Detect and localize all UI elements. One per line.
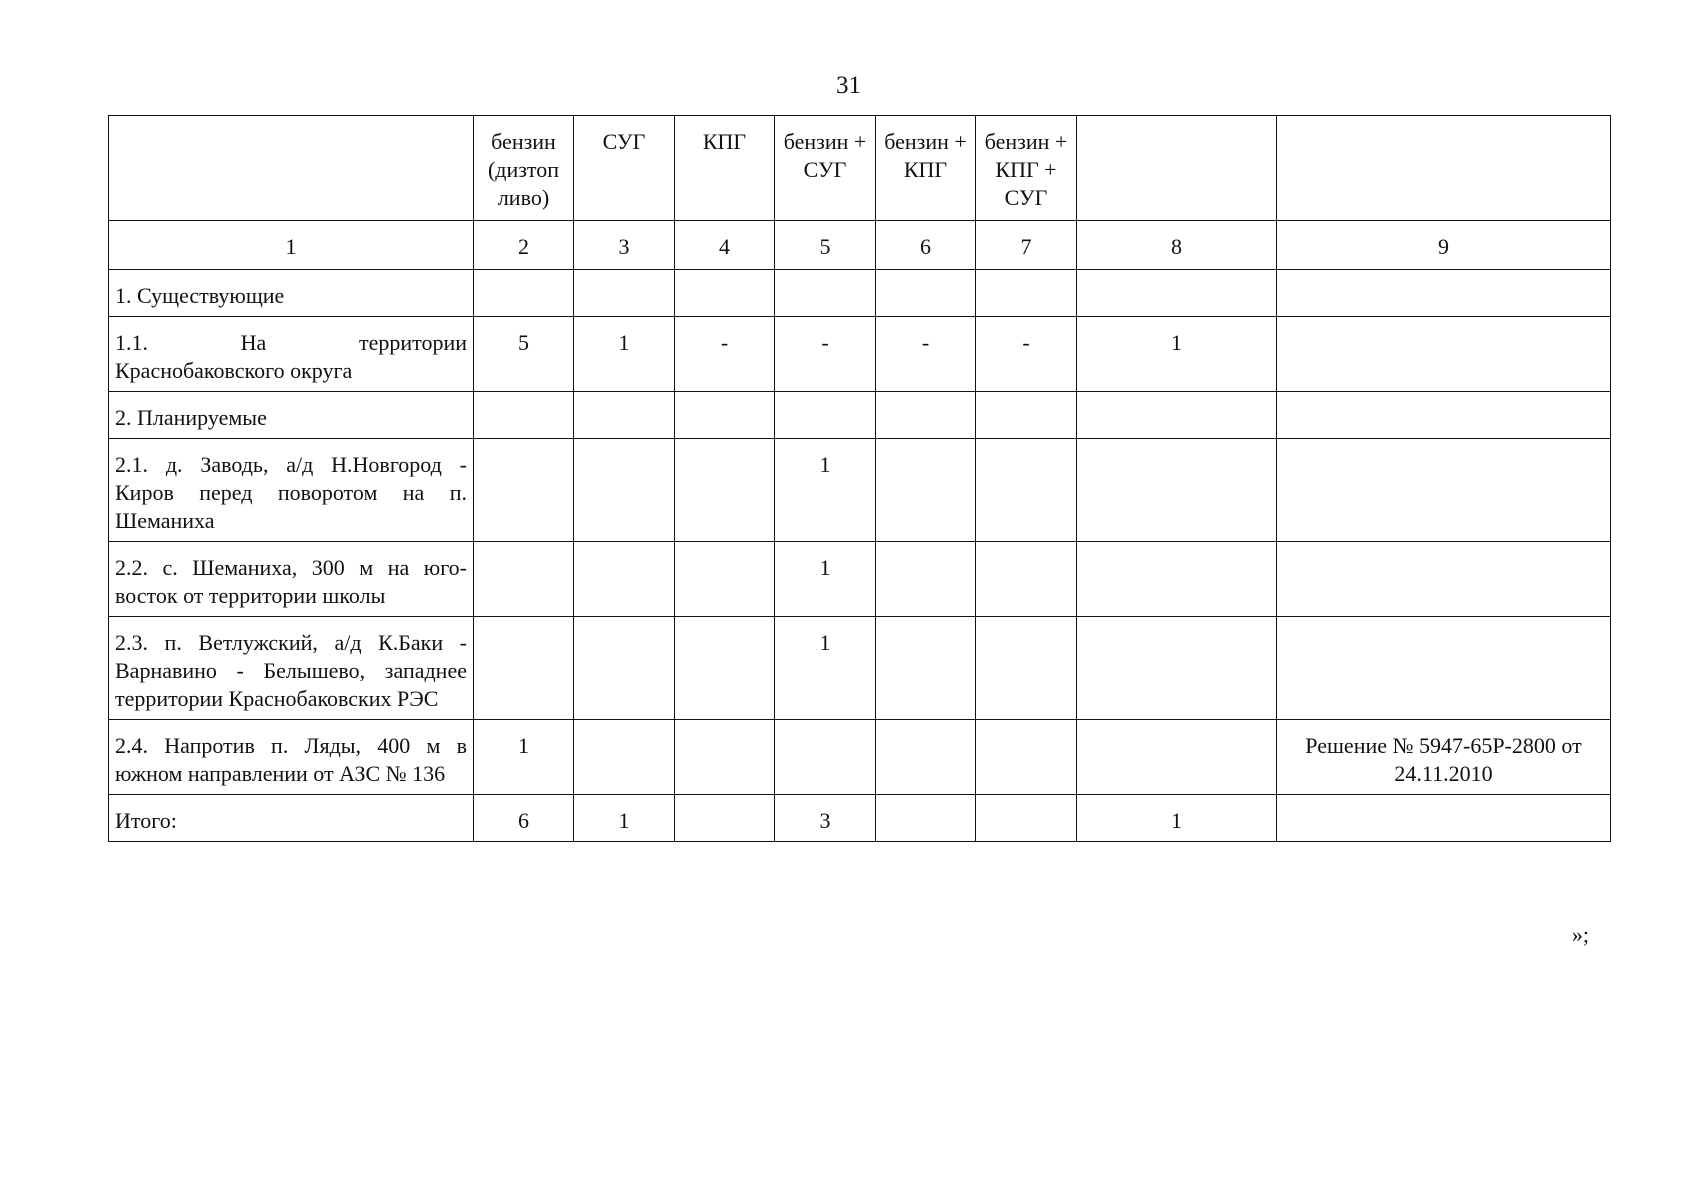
row-label-cell: 2.2. с. Шеманиха, 300 м на юго-восток от территории школы xyxy=(109,542,474,617)
table-row xyxy=(109,439,1611,542)
table-cell xyxy=(1277,617,1611,720)
table-cell xyxy=(775,270,876,317)
table-cell: КПГ xyxy=(675,116,775,221)
table-cell xyxy=(976,720,1077,795)
table-cell xyxy=(1077,392,1277,439)
table-cell: 3 xyxy=(775,795,876,842)
table-cell xyxy=(775,392,876,439)
table-cell xyxy=(976,392,1077,439)
row-label-cell: Итого: xyxy=(109,795,474,842)
closing-quote: »; xyxy=(1571,922,1589,947)
table-cell: 1 xyxy=(775,617,876,720)
table-cell xyxy=(1277,270,1611,317)
table-cell: 1 xyxy=(574,317,675,392)
table-cell: 6 xyxy=(876,221,976,270)
table-row xyxy=(109,542,1611,617)
table-cell: 7 xyxy=(976,221,1077,270)
table-cell xyxy=(675,439,775,542)
table-cell xyxy=(976,617,1077,720)
table-cell xyxy=(675,392,775,439)
table-cell xyxy=(574,392,675,439)
table-cell xyxy=(876,542,976,617)
table-header-row xyxy=(109,116,1611,221)
table-cell xyxy=(876,392,976,439)
row-label-cell: 2. Планируемые xyxy=(109,392,474,439)
table-cell: бензин + КПГ + СУГ xyxy=(976,116,1077,221)
table-cell xyxy=(876,439,976,542)
table-cell: бензин + КПГ xyxy=(876,116,976,221)
table-cell xyxy=(574,270,675,317)
table-cell xyxy=(675,270,775,317)
fuel-stations-table xyxy=(108,115,1611,842)
table-cell xyxy=(775,720,876,795)
table-cell: 5 xyxy=(775,221,876,270)
table-cell xyxy=(976,270,1077,317)
table-cell: 9 xyxy=(1277,221,1611,270)
table-cell: 4 xyxy=(675,221,775,270)
table-cell xyxy=(876,720,976,795)
table-cell xyxy=(1077,617,1277,720)
column-number-row xyxy=(109,221,1611,270)
table-cell xyxy=(1077,116,1277,221)
table-cell: - xyxy=(675,317,775,392)
table-cell: - xyxy=(976,317,1077,392)
table-cell xyxy=(1277,439,1611,542)
table-cell xyxy=(1277,116,1611,221)
page-number: 31 xyxy=(836,72,861,99)
table-row xyxy=(109,617,1611,720)
table-cell xyxy=(1077,720,1277,795)
table-cell: - xyxy=(775,317,876,392)
table-cell xyxy=(876,795,976,842)
table-cell xyxy=(1077,542,1277,617)
table-cell: Решение № 5947-65Р-2800 от 24.11.2010 xyxy=(1277,720,1611,795)
row-label-cell: 2.1. д. Заводь, а/д Н.Новгород - Киров перед поворотом на п. Шеманиха xyxy=(109,439,474,542)
table-cell xyxy=(876,617,976,720)
row-label-cell: 2.3. п. Ветлужский, а/д К.Баки - Варнавино - Белышево, западнее территории Краснобаковских РЭС xyxy=(109,617,474,720)
table-cell xyxy=(1277,795,1611,842)
table-row xyxy=(109,270,1611,317)
table-cell: 8 xyxy=(1077,221,1277,270)
table-cell xyxy=(976,439,1077,542)
table-cell: - xyxy=(876,317,976,392)
table-cell xyxy=(474,617,574,720)
table-cell xyxy=(574,542,675,617)
table-cell: 1 xyxy=(775,439,876,542)
table-cell: 1 xyxy=(775,542,876,617)
table-cell: 5 xyxy=(474,317,574,392)
table-cell xyxy=(1277,317,1611,392)
table-cell: 1 xyxy=(474,720,574,795)
table-cell xyxy=(574,617,675,720)
table-cell xyxy=(474,542,574,617)
table-cell xyxy=(675,795,775,842)
table-cell xyxy=(474,270,574,317)
table-cell xyxy=(474,392,574,439)
table-cell: 1 xyxy=(1077,795,1277,842)
table-cell xyxy=(675,617,775,720)
table-cell xyxy=(1077,270,1277,317)
row-label-cell: 1 xyxy=(109,221,474,270)
table-row xyxy=(109,795,1611,842)
row-label-cell: 2.4. Напротив п. Ляды, 400 м в южном направлении от АЗС № 136 xyxy=(109,720,474,795)
table-row xyxy=(109,317,1611,392)
table-cell: 6 xyxy=(474,795,574,842)
table-cell xyxy=(876,270,976,317)
table-cell: 3 xyxy=(574,221,675,270)
table-cell xyxy=(976,542,1077,617)
table-row xyxy=(109,392,1611,439)
row-label-cell xyxy=(109,116,474,221)
table-cell xyxy=(1077,439,1277,542)
table-row xyxy=(109,720,1611,795)
table-cell xyxy=(675,542,775,617)
row-label-cell: 1. Существующие xyxy=(109,270,474,317)
table-cell xyxy=(1277,392,1611,439)
table-cell xyxy=(1277,542,1611,617)
row-label-cell: 1.1. На территории Краснобаковского округа xyxy=(109,317,474,392)
table-cell xyxy=(976,795,1077,842)
table-cell: бензин (дизтоп ливо) xyxy=(474,116,574,221)
table-cell: бензин + СУГ xyxy=(775,116,876,221)
table-cell: 2 xyxy=(474,221,574,270)
table-cell xyxy=(474,439,574,542)
table-cell: 1 xyxy=(574,795,675,842)
table-cell xyxy=(675,720,775,795)
table-cell xyxy=(574,720,675,795)
table-cell: 1 xyxy=(1077,317,1277,392)
table-cell xyxy=(574,439,675,542)
table-cell: СУГ xyxy=(574,116,675,221)
